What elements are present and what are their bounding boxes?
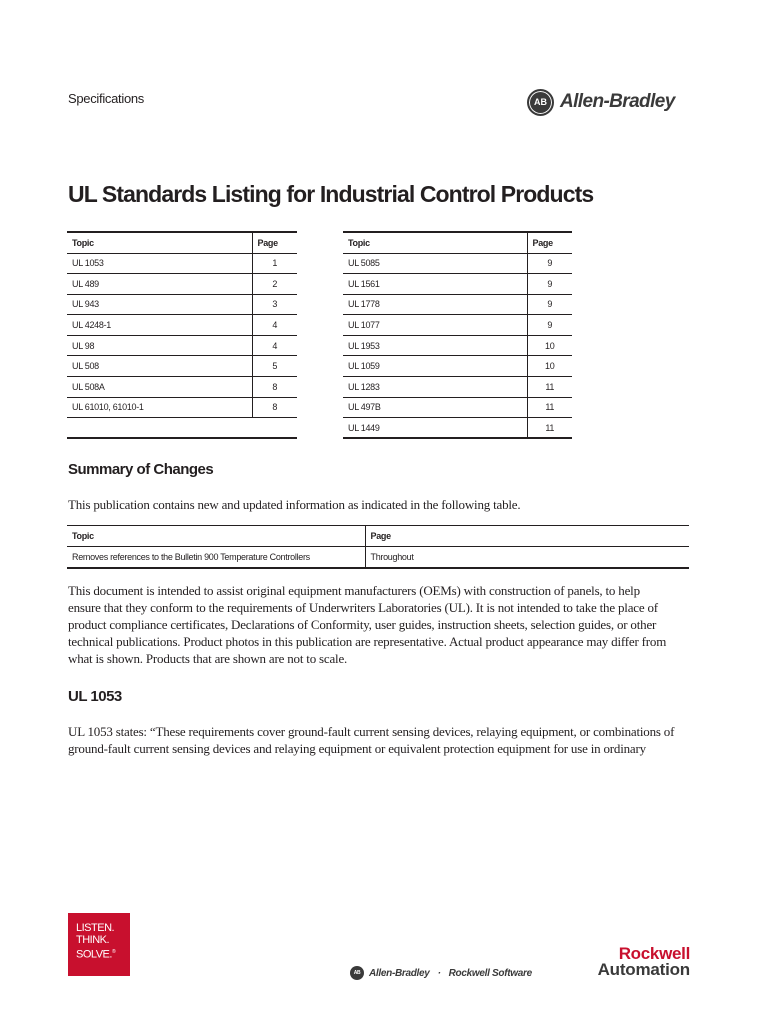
- listen-think-solve-logo: [68, 913, 130, 976]
- cell-page: 9: [527, 274, 572, 295]
- paragraph-line: technical publications. Product photos in this publication are representative. Actual product appearance may differ from: [68, 634, 667, 649]
- cell-topic: UL 98: [67, 335, 252, 356]
- cell-topic: UL 5085: [343, 253, 527, 274]
- footer-brand-rockwell-software: Rockwell Software: [448, 967, 532, 979]
- section-label: Specifications: [68, 91, 145, 106]
- index-table-right-body: [343, 253, 572, 438]
- cell-topic: Removes references to the Bulletin 900 Temperature Controllers: [67, 547, 365, 568]
- rockwell-automation-logo: [558, 946, 690, 978]
- table-row: [67, 335, 297, 356]
- allen-bradley-wordmark: Allen-Bradley: [560, 91, 675, 112]
- table-row: [343, 274, 572, 295]
- table-row: [343, 335, 572, 356]
- footer-brand-allen-bradley: Allen-Bradley: [369, 967, 430, 979]
- ab-badge-icon: AB: [527, 89, 554, 116]
- column-header-page: Page: [527, 232, 572, 253]
- cell-empty: [67, 418, 252, 439]
- paragraph-line: what is shown. Products that are shown are not to scale.: [68, 651, 348, 666]
- cell-topic: UL 61010, 61010-1: [67, 397, 252, 418]
- paragraph-line: ensure that they conform to the requirements of Underwriters Laboratories (UL). It is not intended to take the place of: [68, 600, 658, 615]
- cell-page: 2: [252, 274, 297, 295]
- table-row: [67, 397, 297, 418]
- table-row: [343, 315, 572, 336]
- allen-bradley-logo: [527, 88, 675, 116]
- footer-separator: ·: [437, 967, 441, 979]
- cell-page: 10: [527, 335, 572, 356]
- page-title: UL Standards Listing for Industrial Control Products: [68, 181, 594, 207]
- paragraph-line: product compliance certificates, Declarations of Conformity, user guides, instruction sheets, selection guides, or other: [68, 617, 657, 632]
- index-table-left-body: [67, 253, 297, 438]
- column-header-topic: Topic: [67, 232, 252, 253]
- ul1053-paragraph: [68, 723, 674, 757]
- table-row: [343, 397, 572, 418]
- table-row: [343, 377, 572, 398]
- automation-wordmark: Automation: [597, 960, 690, 979]
- rockwell-wordmark: Rockwell: [618, 944, 690, 963]
- cell-topic: UL 1561: [343, 274, 527, 295]
- summary-intro: This publication contains new and updated information as indicated in the following table.: [68, 497, 521, 512]
- cell-topic: UL 497B: [343, 397, 527, 418]
- tagline-line: THINK.: [76, 934, 110, 946]
- index-table-left: [67, 231, 297, 439]
- cell-page: 5: [252, 356, 297, 377]
- cell-page: 9: [527, 315, 572, 336]
- cell-page: 9: [527, 253, 572, 274]
- tagline-line: SOLVE.®: [76, 948, 116, 961]
- summary-heading: Summary of Changes: [68, 461, 214, 478]
- column-header-topic: Topic: [67, 526, 365, 547]
- footer-brand-line: [350, 966, 532, 980]
- cell-empty: [252, 418, 297, 439]
- cell-page: 8: [252, 377, 297, 398]
- cell-topic: UL 1283: [343, 377, 527, 398]
- table-row: [67, 253, 297, 274]
- paragraph-line: UL 1053 states: “These requirements cover ground-fault current sensing devices, relaying equipment, or combinations of: [68, 724, 675, 739]
- cell-page: 8: [252, 397, 297, 418]
- cell-page: Throughout: [365, 547, 689, 568]
- cell-page: 1: [252, 253, 297, 274]
- cell-topic: UL 1953: [343, 335, 527, 356]
- table-header-row: [67, 526, 689, 547]
- table-header-row: [343, 232, 572, 253]
- paragraph-line: This document is intended to assist original equipment manufacturers (OEMs) with construction of panels, to help: [68, 583, 640, 598]
- cell-topic: UL 1778: [343, 294, 527, 315]
- ab-badge-small-icon: AB: [350, 966, 364, 980]
- tagline-line: LISTEN.: [76, 922, 115, 934]
- cell-topic: UL 489: [67, 274, 252, 295]
- table-row: [67, 547, 689, 568]
- intro-paragraph: [68, 582, 666, 667]
- table-row-empty: [67, 418, 297, 439]
- cell-page: 4: [252, 315, 297, 336]
- column-header-page: Page: [365, 526, 689, 547]
- table-row: [343, 253, 572, 274]
- table-row: [67, 274, 297, 295]
- column-header-topic: Topic: [343, 232, 527, 253]
- cell-page: 4: [252, 335, 297, 356]
- summary-of-changes-table: [67, 525, 689, 569]
- paragraph-line: ground-fault current sensing devices and relaying equipment or equivalent protection equipment for use in ordinary: [68, 741, 646, 756]
- cell-page: 11: [527, 397, 572, 418]
- table-row: [67, 356, 297, 377]
- table-row: [343, 356, 572, 377]
- cell-topic: UL 1053: [67, 253, 252, 274]
- cell-topic: UL 508: [67, 356, 252, 377]
- cell-topic: UL 508A: [67, 377, 252, 398]
- cell-topic: UL 1059: [343, 356, 527, 377]
- cell-topic: UL 4248-1: [67, 315, 252, 336]
- cell-topic: UL 1449: [343, 418, 527, 439]
- table-header-row: [67, 232, 297, 253]
- cell-page: 3: [252, 294, 297, 315]
- index-table-right: [343, 231, 572, 439]
- cell-page: 11: [527, 377, 572, 398]
- table-row: [343, 294, 572, 315]
- column-header-page: Page: [252, 232, 297, 253]
- cell-topic: UL 1077: [343, 315, 527, 336]
- cell-topic: UL 943: [67, 294, 252, 315]
- cell-page: 10: [527, 356, 572, 377]
- table-row: [343, 418, 572, 439]
- table-row: [67, 315, 297, 336]
- cell-page: 9: [527, 294, 572, 315]
- table-row: [67, 294, 297, 315]
- ul1053-heading: UL 1053: [68, 688, 122, 705]
- table-row: [67, 377, 297, 398]
- cell-page: 11: [527, 418, 572, 439]
